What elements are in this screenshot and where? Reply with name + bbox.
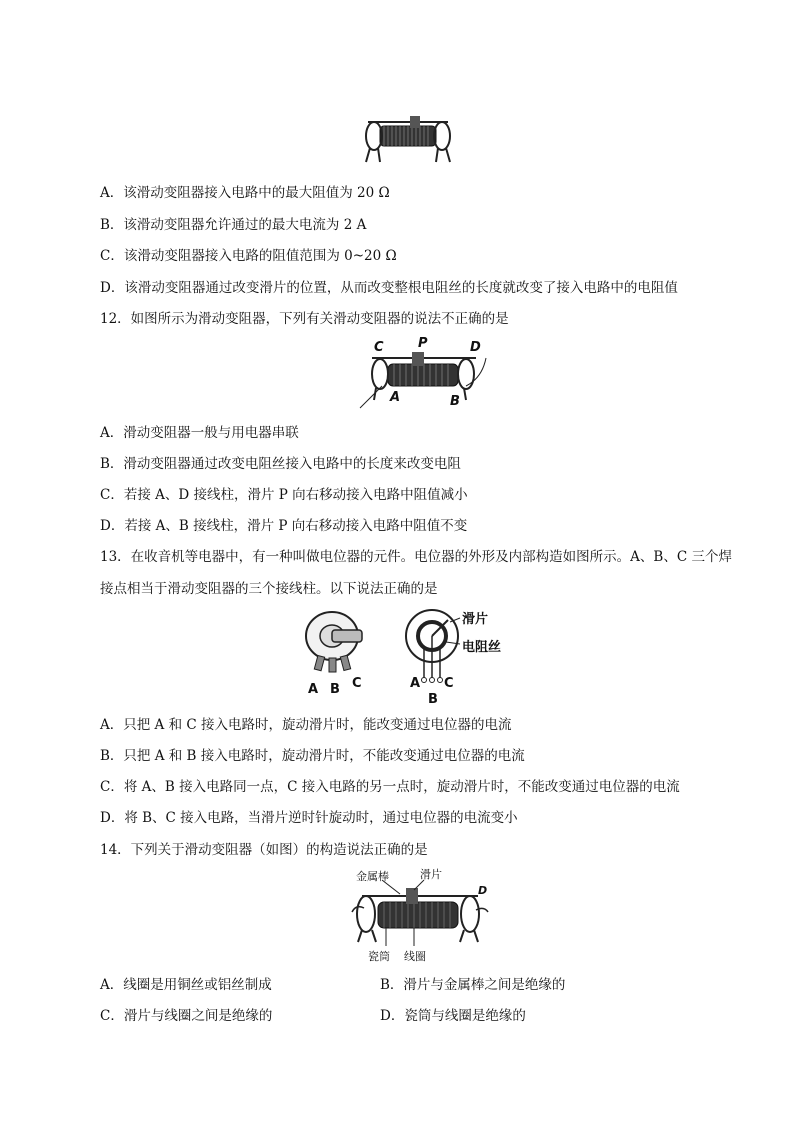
coil-label: 线圈 (404, 950, 426, 963)
q14-option-b: B．滑片与金属棒之间是绝缘的 (380, 977, 566, 993)
label-a: A (390, 390, 401, 405)
resistance-wire-label: 电阻丝 (462, 640, 502, 655)
q13-stem-line2: 接点相当于滑动变阻器的三个接线柱。以下说法正确的是 (100, 581, 438, 597)
q12-option-a: A．滑动变阻器一般与用电器串联 (100, 425, 299, 441)
q11-option-b: B．该滑动变阻器允许通过的最大电流为 2 A (100, 217, 367, 233)
q13-stem-line1: 13．在收音机等电器中，有一种叫做电位器的元件。电位器的外形及内部构造如图所示。A、B、C 三个焊 (100, 549, 732, 565)
q14-option-c: C．滑片与线圈之间是绝缘的 (100, 1008, 273, 1024)
rheostat-figure-q14 (342, 866, 492, 966)
slider-label-q14: 滑片 (420, 868, 442, 881)
label-p: P (418, 336, 428, 351)
potentiometer-figure (292, 606, 522, 708)
q11-option-d: D．该滑动变阻器通过改变滑片的位置，从而改变整根电阻丝的长度就改变了接入电路中的电阻值 (100, 280, 678, 296)
exterior-label-a: A (308, 682, 319, 697)
q13-option-a: A．只把 A 和 C 接入电路时，旋动滑片时，能改变通过电位器的电流 (100, 717, 512, 733)
label-b: B (450, 394, 460, 409)
label-c: C (374, 340, 384, 355)
rheostat-figure-q11 (362, 108, 454, 166)
interior-label-c: C (444, 676, 454, 691)
ceramic-tube-label: 瓷筒 (368, 950, 390, 963)
label-d-q14: D (478, 884, 488, 897)
q13-option-d: D．将 B、C 接入电路，当滑片逆时针旋动时，通过电位器的电流变小 (100, 810, 518, 826)
slider-label: 滑片 (462, 612, 489, 627)
exterior-label-b: B (330, 682, 340, 697)
q11-option-a: A．该滑动变阻器接入电路中的最大阻值为 20 Ω (100, 185, 390, 201)
exterior-label-c: C (352, 676, 362, 691)
metal-rod-label: 金属棒 (356, 870, 389, 883)
label-d: D (470, 340, 481, 355)
q13-option-b: B．只把 A 和 B 接入电路时，旋动滑片时，不能改变通过电位器的电流 (100, 748, 525, 764)
q12-stem: 12．如图所示为滑动变阻器，下列有关滑动变阻器的说法不正确的是 (100, 311, 509, 327)
q11-option-c: C．该滑动变阻器接入电路的阻值范围为 0~20 Ω (100, 248, 397, 264)
interior-label-a: A (410, 676, 421, 691)
interior-label-b: B (428, 692, 438, 707)
q14-stem: 14．下列关于滑动变阻器（如图）的构造说法正确的是 (100, 842, 428, 858)
q13-option-c: C．将 A、B 接入电路同一点，C 接入电路的另一点时，旋动滑片时，不能改变通过电位器的电流 (100, 779, 680, 795)
q12-option-b: B．滑动变阻器通过改变电阻丝接入电路中的长度来改变电阻 (100, 456, 461, 472)
q14-option-a: A．线圈是用铜丝或铝丝制成 (100, 977, 272, 993)
q12-option-d: D．若接 A、B 接线柱，滑片 P 向右移动接入电路中阻值不变 (100, 518, 468, 534)
q12-option-c: C．若接 A、D 接线柱，滑片 P 向右移动接入电路中阻值减小 (100, 487, 468, 503)
q14-option-d: D．瓷筒与线圈是绝缘的 (380, 1008, 526, 1024)
rheostat-figure-q12 (352, 338, 492, 410)
